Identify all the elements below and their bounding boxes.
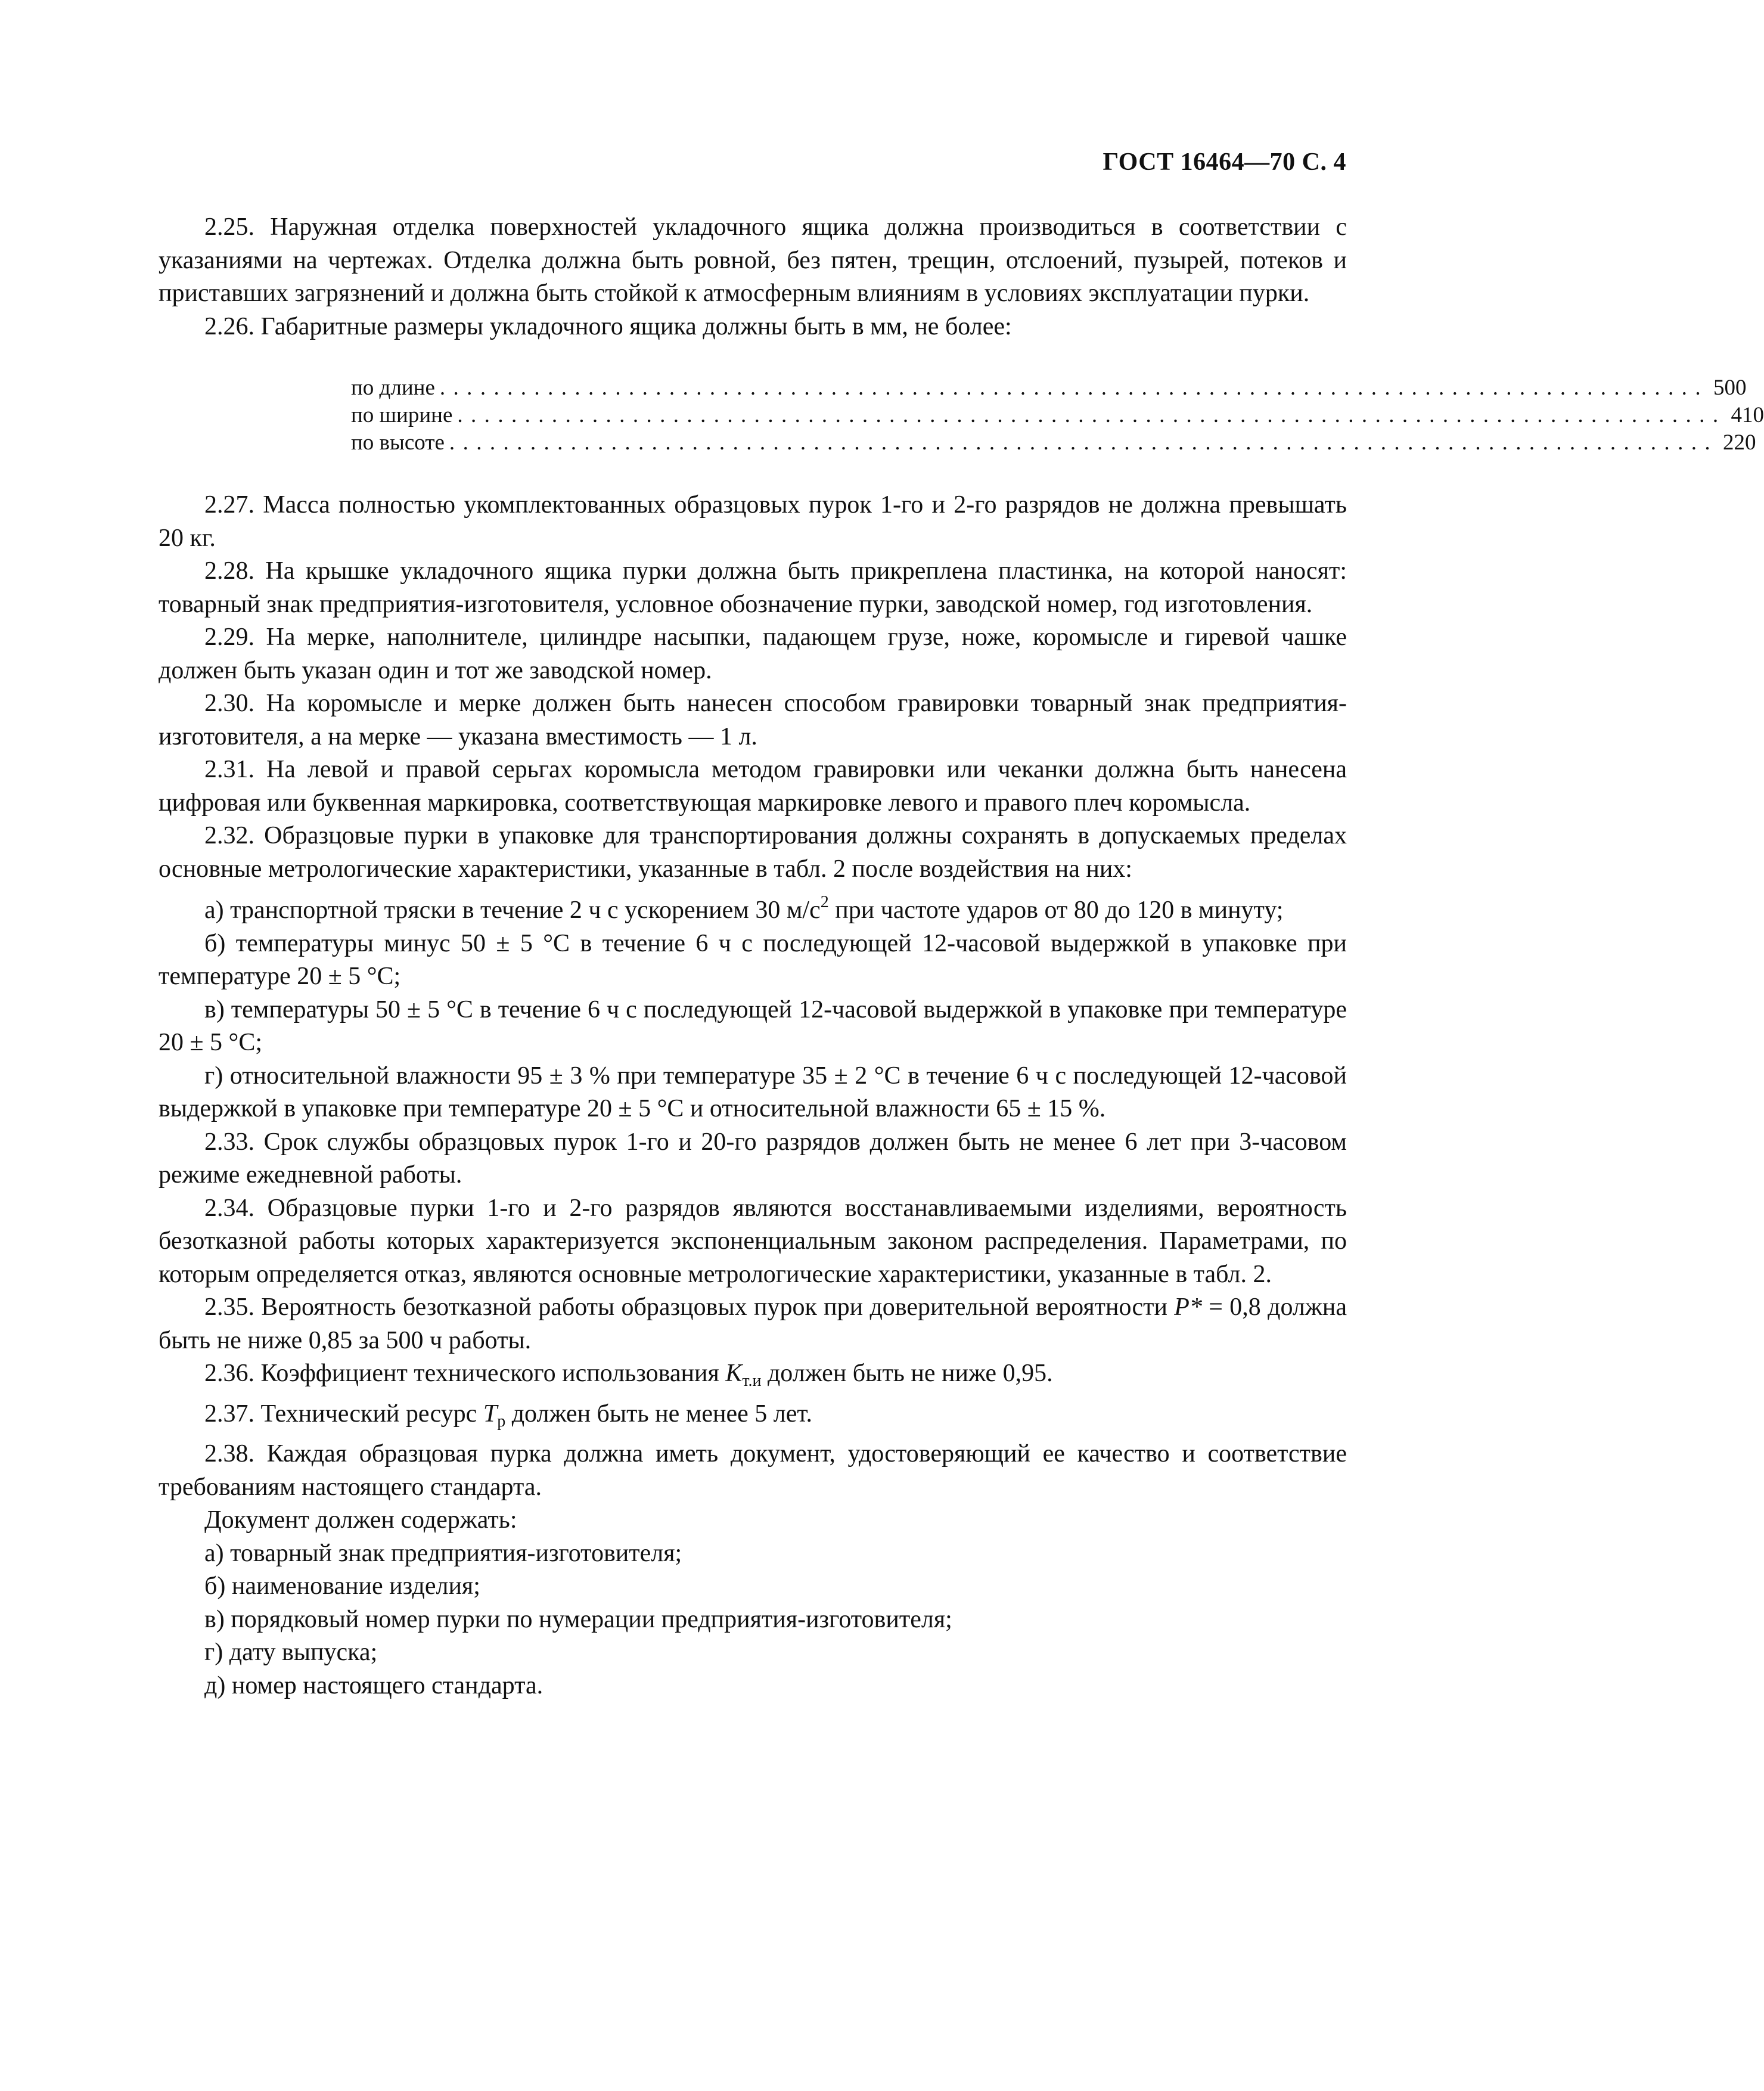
clause-2-32: 2.32. Образцовые пурки в упаковке для транспортирования должны сохранять в допускаемых пределах основные метрологические характеристики, указанные в табл. 2 после воздействия на них: xyxy=(159,822,1347,883)
clause-2-28: 2.28. На крышке укладочного ящика пурки должна быть прикреплена пластинка, на которой наносят: товарный знак предприятия-изготовителя, условное обозначение пурки, заводской номер, год изготовления. xyxy=(159,557,1347,618)
clause-2-26: 2.26. Габаритные размеры укладочного ящика должны быть в мм, не более: xyxy=(204,312,1012,340)
document-item: б) наименование изделия; xyxy=(204,1572,480,1600)
clause-2-37 xyxy=(159,1398,1347,1438)
clause-2-37-text-end: должен быть не менее 5 лет. xyxy=(505,1400,813,1428)
document-intro: Документ должен содержать: xyxy=(204,1506,517,1534)
clause-2-32-a xyxy=(159,886,1347,927)
document-item: г) дату выпуска; xyxy=(204,1639,378,1666)
clause-2-29: 2.29. На мерке, наполнителе, цилиндре насыпки, падающем грузе, ноже, коромысле и гиревой чашке должен быть указан один и тот же заводской номер. xyxy=(159,623,1347,684)
clause-2-37-text: 2.37. Технический ресурс xyxy=(204,1400,483,1428)
clause-2-32-a-text-end: при частоте ударов от 80 до 120 в минуту; xyxy=(828,896,1284,924)
document-item: а) товарный знак предприятия-изготовителя; xyxy=(204,1539,682,1567)
clause-2-32-g: г) относительной влажности 95 ± 3 % при температуре 35 ± 2 °С в течение 6 ч с последующей 12-часовой выдержкой в упаковке при температуре 20 ± 5 °С и относительной влажности 65 ± 15 %. xyxy=(159,1062,1347,1122)
clause-2-35 xyxy=(159,1291,1347,1357)
clause-2-36-text-end: должен быть не ниже 0,95. xyxy=(761,1360,1053,1387)
clause-2-32-a-text: а) транспортной тряски в течение 2 ч с ускорением 30 м/с xyxy=(204,896,821,924)
clause-2-31: 2.31. На левой и правой серьгах коромысла методом гравировки или чеканки должна быть нанесена цифровая или буквенная маркировка, соответствующая маркировке левого и правого плеч коромысла. xyxy=(159,756,1347,817)
dot-leader: .............................................................................................. xyxy=(449,430,1719,455)
page-header: ГОСТ 16464—70 С. 4 xyxy=(1102,148,1346,176)
dimension-row xyxy=(351,429,1756,457)
subscript: р xyxy=(497,1411,506,1431)
clause-2-38: 2.38. Каждая образцовая пурка должна иметь документ, удостоверяющий ее качество и соответствие требованиям настоящего стандарта. xyxy=(159,1440,1347,1501)
clause-2-35-text: 2.35. Вероятность безотказной работы образцовых пурок при доверительной вероятности xyxy=(204,1293,1175,1321)
dimension-value: 410 xyxy=(1731,403,1764,427)
clause-2-36-text: 2.36. Коэффициент технического использования xyxy=(204,1360,726,1387)
dimension-value: 220 xyxy=(1723,430,1756,455)
subscript: т.и xyxy=(742,1372,762,1390)
symbol-t: T xyxy=(483,1400,498,1428)
superscript: 2 xyxy=(820,893,829,911)
clause-2-30: 2.30. На коромысле и мерке должен быть нанесен способом гравировки товарный знак предприятия-изготовителя, а на мерке — указана вместимость — 1 л. xyxy=(159,690,1347,750)
clause-2-25: 2.25. Наружная отделка поверхностей укладочного ящика должна производиться в соответствии с указаниями на чертежах. Отделка должна быть ровной, без пятен, трещин, отслоений, пузырей, потеков и приставших загрязнений и должна быть стойкой к атмосферным влияниям в условиях эксплуатации пурки. xyxy=(159,213,1347,307)
clause-2-34: 2.34. Образцовые пурки 1-го и 2-го разрядов являются восстанавливаемыми изделиями, вероятность безотказной работы которых характеризуется экспоненциальным законом распределения. Параметрами, по которым определяется отказ, являются основные метрологические характеристики, указанные в табл. 2. xyxy=(159,1194,1347,1288)
dimension-row xyxy=(351,402,1764,429)
clause-2-33: 2.33. Срок службы образцовых пурок 1-го и 20-го разрядов должен быть не менее 6 лет при 3-часовом режиме ежедневной работы. xyxy=(159,1128,1347,1189)
dimensions-list xyxy=(351,374,1764,457)
dimension-label: по ширине xyxy=(351,403,453,427)
dimension-row xyxy=(351,374,1747,402)
clause-2-32-v: в) температуры 50 ± 5 °С в течение 6 ч с последующей 12-часовой выдержкой в упаковке при температуре 20 ± 5 °С; xyxy=(159,995,1347,1056)
dimension-value: 500 xyxy=(1713,376,1747,400)
document-item: в) порядковый номер пурки по нумерации предприятия-изготовителя; xyxy=(204,1605,952,1633)
clause-2-35-text-end: = 0,8 должна быть не ниже 0,85 за 500 ч работы. xyxy=(159,1293,1347,1354)
dimension-label: по высоте xyxy=(351,430,445,455)
document-item: д) номер настоящего стандарта. xyxy=(204,1671,544,1699)
symbol-k: K xyxy=(725,1360,743,1387)
document-body xyxy=(159,211,1764,1702)
dimension-label: по длине xyxy=(351,376,435,400)
dot-leader: .............................................................................................. xyxy=(439,376,1709,400)
clause-2-27: 2.27. Масса полностью укомплектованных образцовых пурок 1-го и 2-го разрядов не должна превышать 20 кг. xyxy=(159,491,1347,552)
clause-2-36 xyxy=(159,1357,1347,1398)
clause-2-32-b: б) температуры минус 50 ± 5 °С в течение 6 ч с последующей 12-часовой выдержкой в упаковке при температуре 20 ± 5 °С; xyxy=(159,929,1347,990)
symbol-p: P* xyxy=(1174,1293,1202,1321)
dot-leader: .............................................................................................. xyxy=(457,403,1726,427)
